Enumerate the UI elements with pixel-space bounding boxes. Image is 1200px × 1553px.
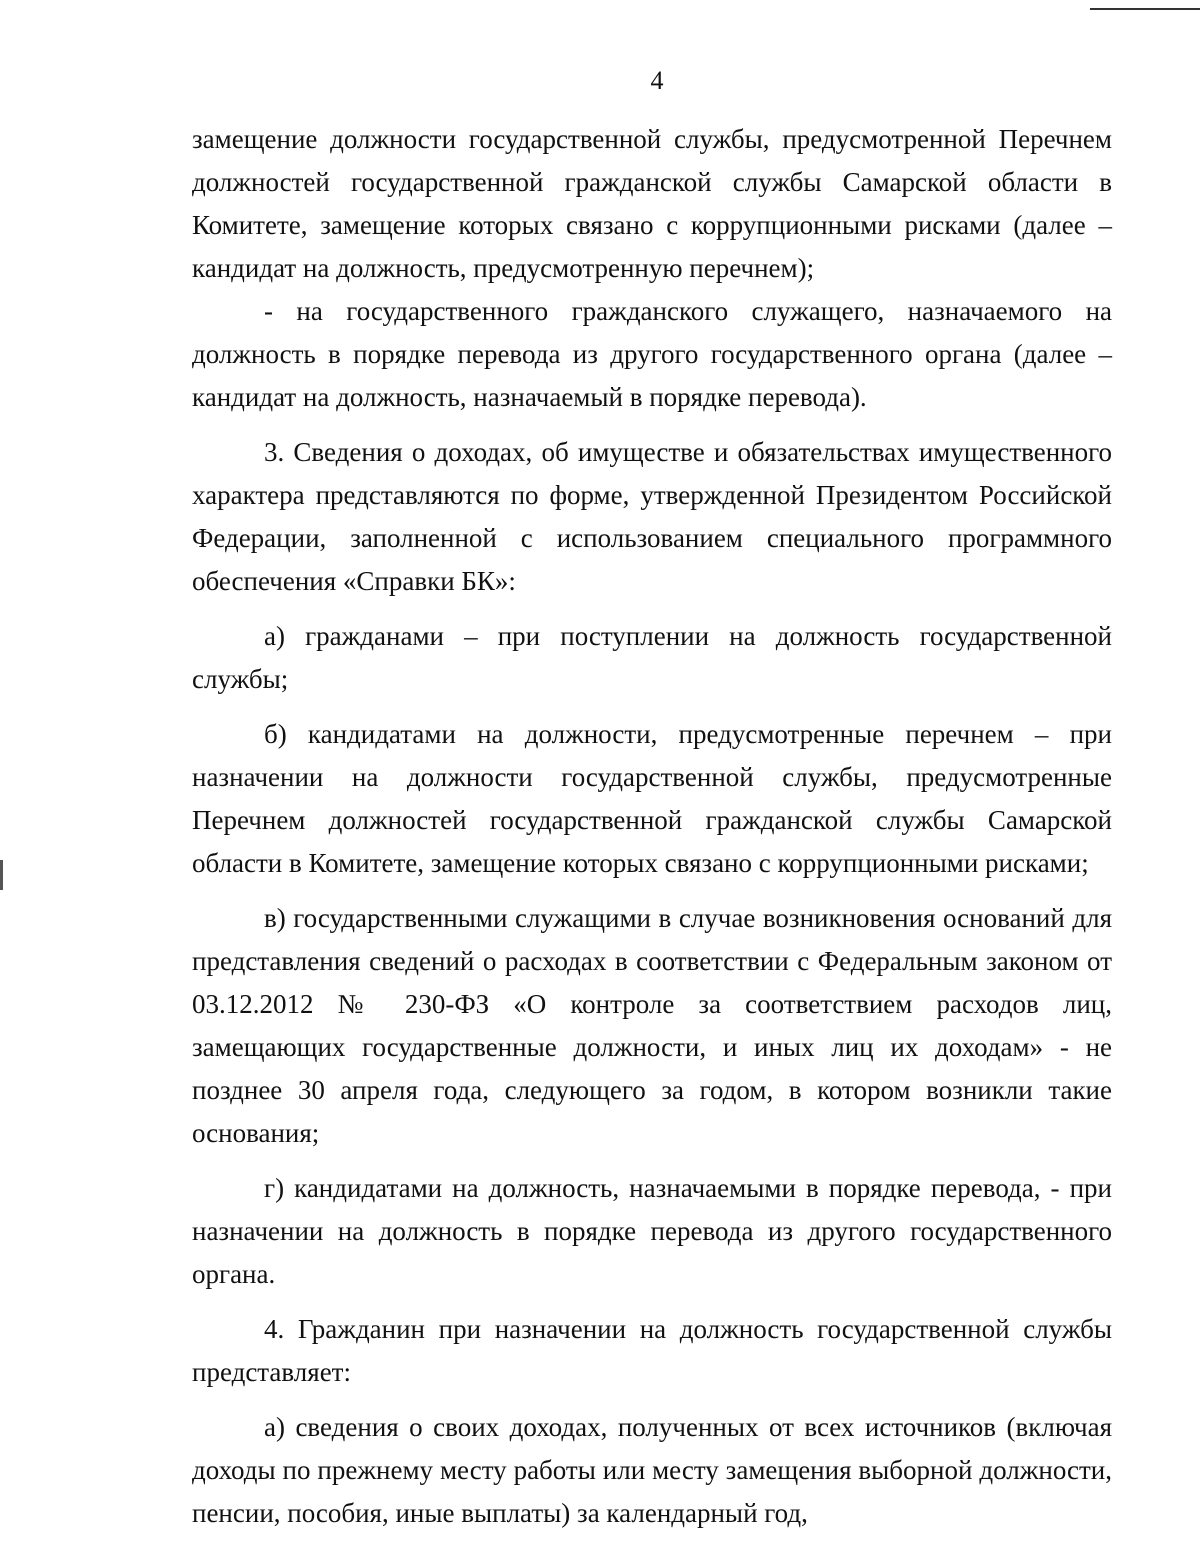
scan-edge-line — [1090, 8, 1200, 10]
paragraph-item-b: б) кандидатами на должности, предусмотренные перечнем – при назначении на должности государственной службы, предусмотренные Перечнем должностей государственной гражданской службы Самарской области в Комитете, замещение которых связано с коррупционными рисками; — [192, 719, 1112, 878]
paragraph-item-a: а) гражданами – при поступлении на должность государственной службы; — [192, 621, 1112, 694]
paragraph-section-3: 3. Сведения о доходах, об имуществе и обязательствах имущественного характера представляются по форме, утвержденной Президентом Российской Федерации, заполненной с использованием специального программного обеспечения «Справки БК»: — [192, 437, 1112, 596]
paragraph-section-4-item-a: а) сведения о своих доходах, полученных от всех источников (включая доходы по прежнему месту работы или месту замещения выборной должности, пенсии, пособия, иные выплаты) за календарный год, — [192, 1412, 1112, 1528]
paragraph-item-g: г) кандидатами на должность, назначаемыми в порядке перевода, - при назначении на должность в порядке перевода из другого государственного органа. — [192, 1173, 1112, 1289]
paragraph-list-item: - на государственного гражданского служащего, назначаемого на должность в порядке перевода из другого государственного органа (далее – кандидат на должность, назначаемый в порядке перевода). — [192, 296, 1112, 412]
paragraph-item-v: в) государственными служащими в случае возникновения оснований для представления сведений о расходах в соответствии с Федеральным законом от 03.12.2012 № 230-ФЗ «О контроле за соответствием расходов лиц, замещающих государственные должности, и иных лиц их доходам» - не позднее 30 апреля года, следующего за годом, в котором возникли такие основания; — [192, 903, 1112, 1148]
scan-edge-mark — [0, 860, 3, 890]
paragraph-section-4: 4. Гражданин при назначении на должность государственной службы представляет: — [192, 1314, 1112, 1387]
document-body — [192, 118, 1112, 1535]
page-number: 4 — [650, 66, 664, 95]
paragraph-continuation: замещение должности государственной службы, предусмотренной Перечнем должностей государственной гражданской службы Самарской области в Комитете, замещение которых связано с коррупционными рисками (далее – кандидат на должность, предусмотренную перечнем); — [192, 124, 1112, 283]
